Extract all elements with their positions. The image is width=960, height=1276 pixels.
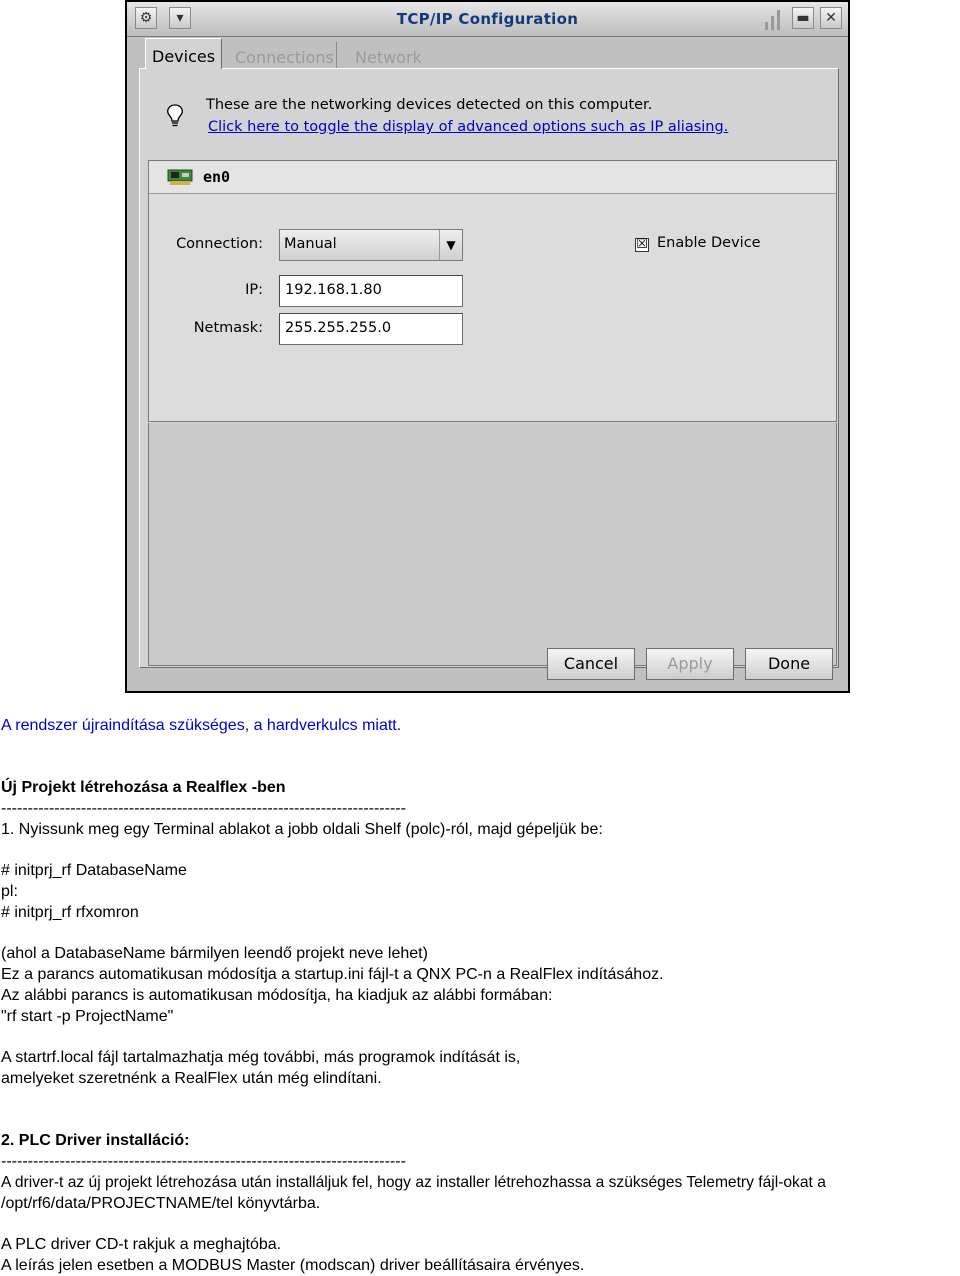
device-name: en0 bbox=[203, 168, 231, 186]
lightbulb-icon bbox=[164, 103, 186, 129]
example-label: pl: bbox=[1, 883, 18, 900]
tab-devices[interactable]: Devices bbox=[145, 38, 222, 69]
minimize-icon[interactable]: ▬ bbox=[792, 7, 814, 29]
command-1: # initprj_rf DatabaseName bbox=[1, 862, 187, 879]
apply-button[interactable]: Apply bbox=[646, 648, 734, 680]
connection-label: Connection: bbox=[176, 236, 263, 252]
paragraph-2: /opt/rf6/data/PROJECTNAME/tel könyvtárba. bbox=[1, 1195, 321, 1212]
step-1: 1. Nyissunk meg egy Terminal ablakot a jobb oldali Shelf (polc)-ról, majd gépeljük be: bbox=[1, 821, 603, 838]
divider-2: ---------------------------------------------------------------------------- bbox=[1, 1153, 406, 1170]
window-menu-icon[interactable]: ⚙ bbox=[135, 7, 157, 29]
tcpip-config-window bbox=[125, 0, 850, 693]
paragraph-1: A driver-t az új projekt létrehozása után installáljuk fel, hogy az installer létrehozhassa a szükséges Telemetry fájl-okat a bbox=[1, 1174, 826, 1191]
chevron-down-icon[interactable]: ▾ bbox=[169, 7, 191, 29]
enable-device-label: Enable Device bbox=[657, 235, 761, 251]
dropdown-arrow-icon[interactable]: ▼ bbox=[439, 230, 462, 260]
netmask-input[interactable]: 255.255.255.0 bbox=[279, 313, 463, 345]
restart-note: A rendszer újraindítása szükséges, a hardverkulcs miatt. bbox=[1, 717, 402, 734]
cancel-button[interactable]: Cancel bbox=[547, 648, 635, 680]
note-4: "rf start -p ProjectName" bbox=[1, 1008, 174, 1025]
device-panel bbox=[148, 160, 837, 422]
note-1: (ahol a DatabaseName bármilyen leendő projekt neve lehet) bbox=[1, 945, 428, 962]
connection-value: Manual bbox=[284, 236, 337, 252]
device-header bbox=[149, 161, 836, 194]
paragraph-4: A leírás jelen esetben a MODBUS Master (modscan) driver beállításaira érvényes. bbox=[1, 1257, 585, 1274]
title-bar[interactable] bbox=[127, 2, 848, 37]
netmask-label: Netmask: bbox=[193, 320, 263, 336]
paragraph-3: A PLC driver CD-t rakjuk a meghajtóba. bbox=[1, 1236, 282, 1253]
ip-label: IP: bbox=[245, 282, 263, 298]
note-6: amelyeket szeretnénk a RealFlex után még elindítani. bbox=[1, 1070, 382, 1087]
advanced-options-link[interactable]: Click here to toggle the display of advanced options such as IP aliasing. bbox=[208, 119, 729, 135]
command-2: # initprj_rf rfxomron bbox=[1, 904, 139, 921]
connection-select[interactable] bbox=[279, 229, 463, 261]
section-heading-2: 2. PLC Driver installáció: bbox=[1, 1132, 190, 1149]
resize-grip-icon bbox=[763, 8, 783, 30]
section-heading-1: Új Projekt létrehozása a Realflex -ben bbox=[1, 779, 286, 796]
tab-connections[interactable]: Connections bbox=[233, 42, 337, 68]
tab-network[interactable]: Network bbox=[355, 48, 422, 67]
window-body bbox=[133, 38, 836, 688]
note-5: A startrf.local fájl tartalmazhatja még további, más programok indítását is, bbox=[1, 1049, 521, 1066]
close-icon[interactable]: ✕ bbox=[820, 7, 842, 29]
network-card-icon bbox=[167, 169, 193, 186]
ip-input[interactable]: 192.168.1.80 bbox=[279, 275, 463, 307]
note-3: Az alábbi parancs is automatikusan módosítja, ha kiadjuk az alábbi formában: bbox=[1, 987, 553, 1004]
info-text: These are the networking devices detected on this computer. bbox=[206, 97, 653, 113]
window-title: TCP/IP Configuration bbox=[396, 10, 579, 28]
note-2: Ez a parancs automatikusan módosítja a startup.ini fájl-t a QNX PC-n a RealFlex indításához. bbox=[1, 966, 664, 983]
divider-1: ---------------------------------------------------------------------------- bbox=[1, 800, 406, 817]
enable-device-checkbox[interactable]: ☒ bbox=[636, 237, 648, 252]
done-button[interactable]: Done bbox=[745, 648, 833, 680]
details-area bbox=[148, 423, 837, 666]
devices-panel bbox=[139, 68, 839, 668]
